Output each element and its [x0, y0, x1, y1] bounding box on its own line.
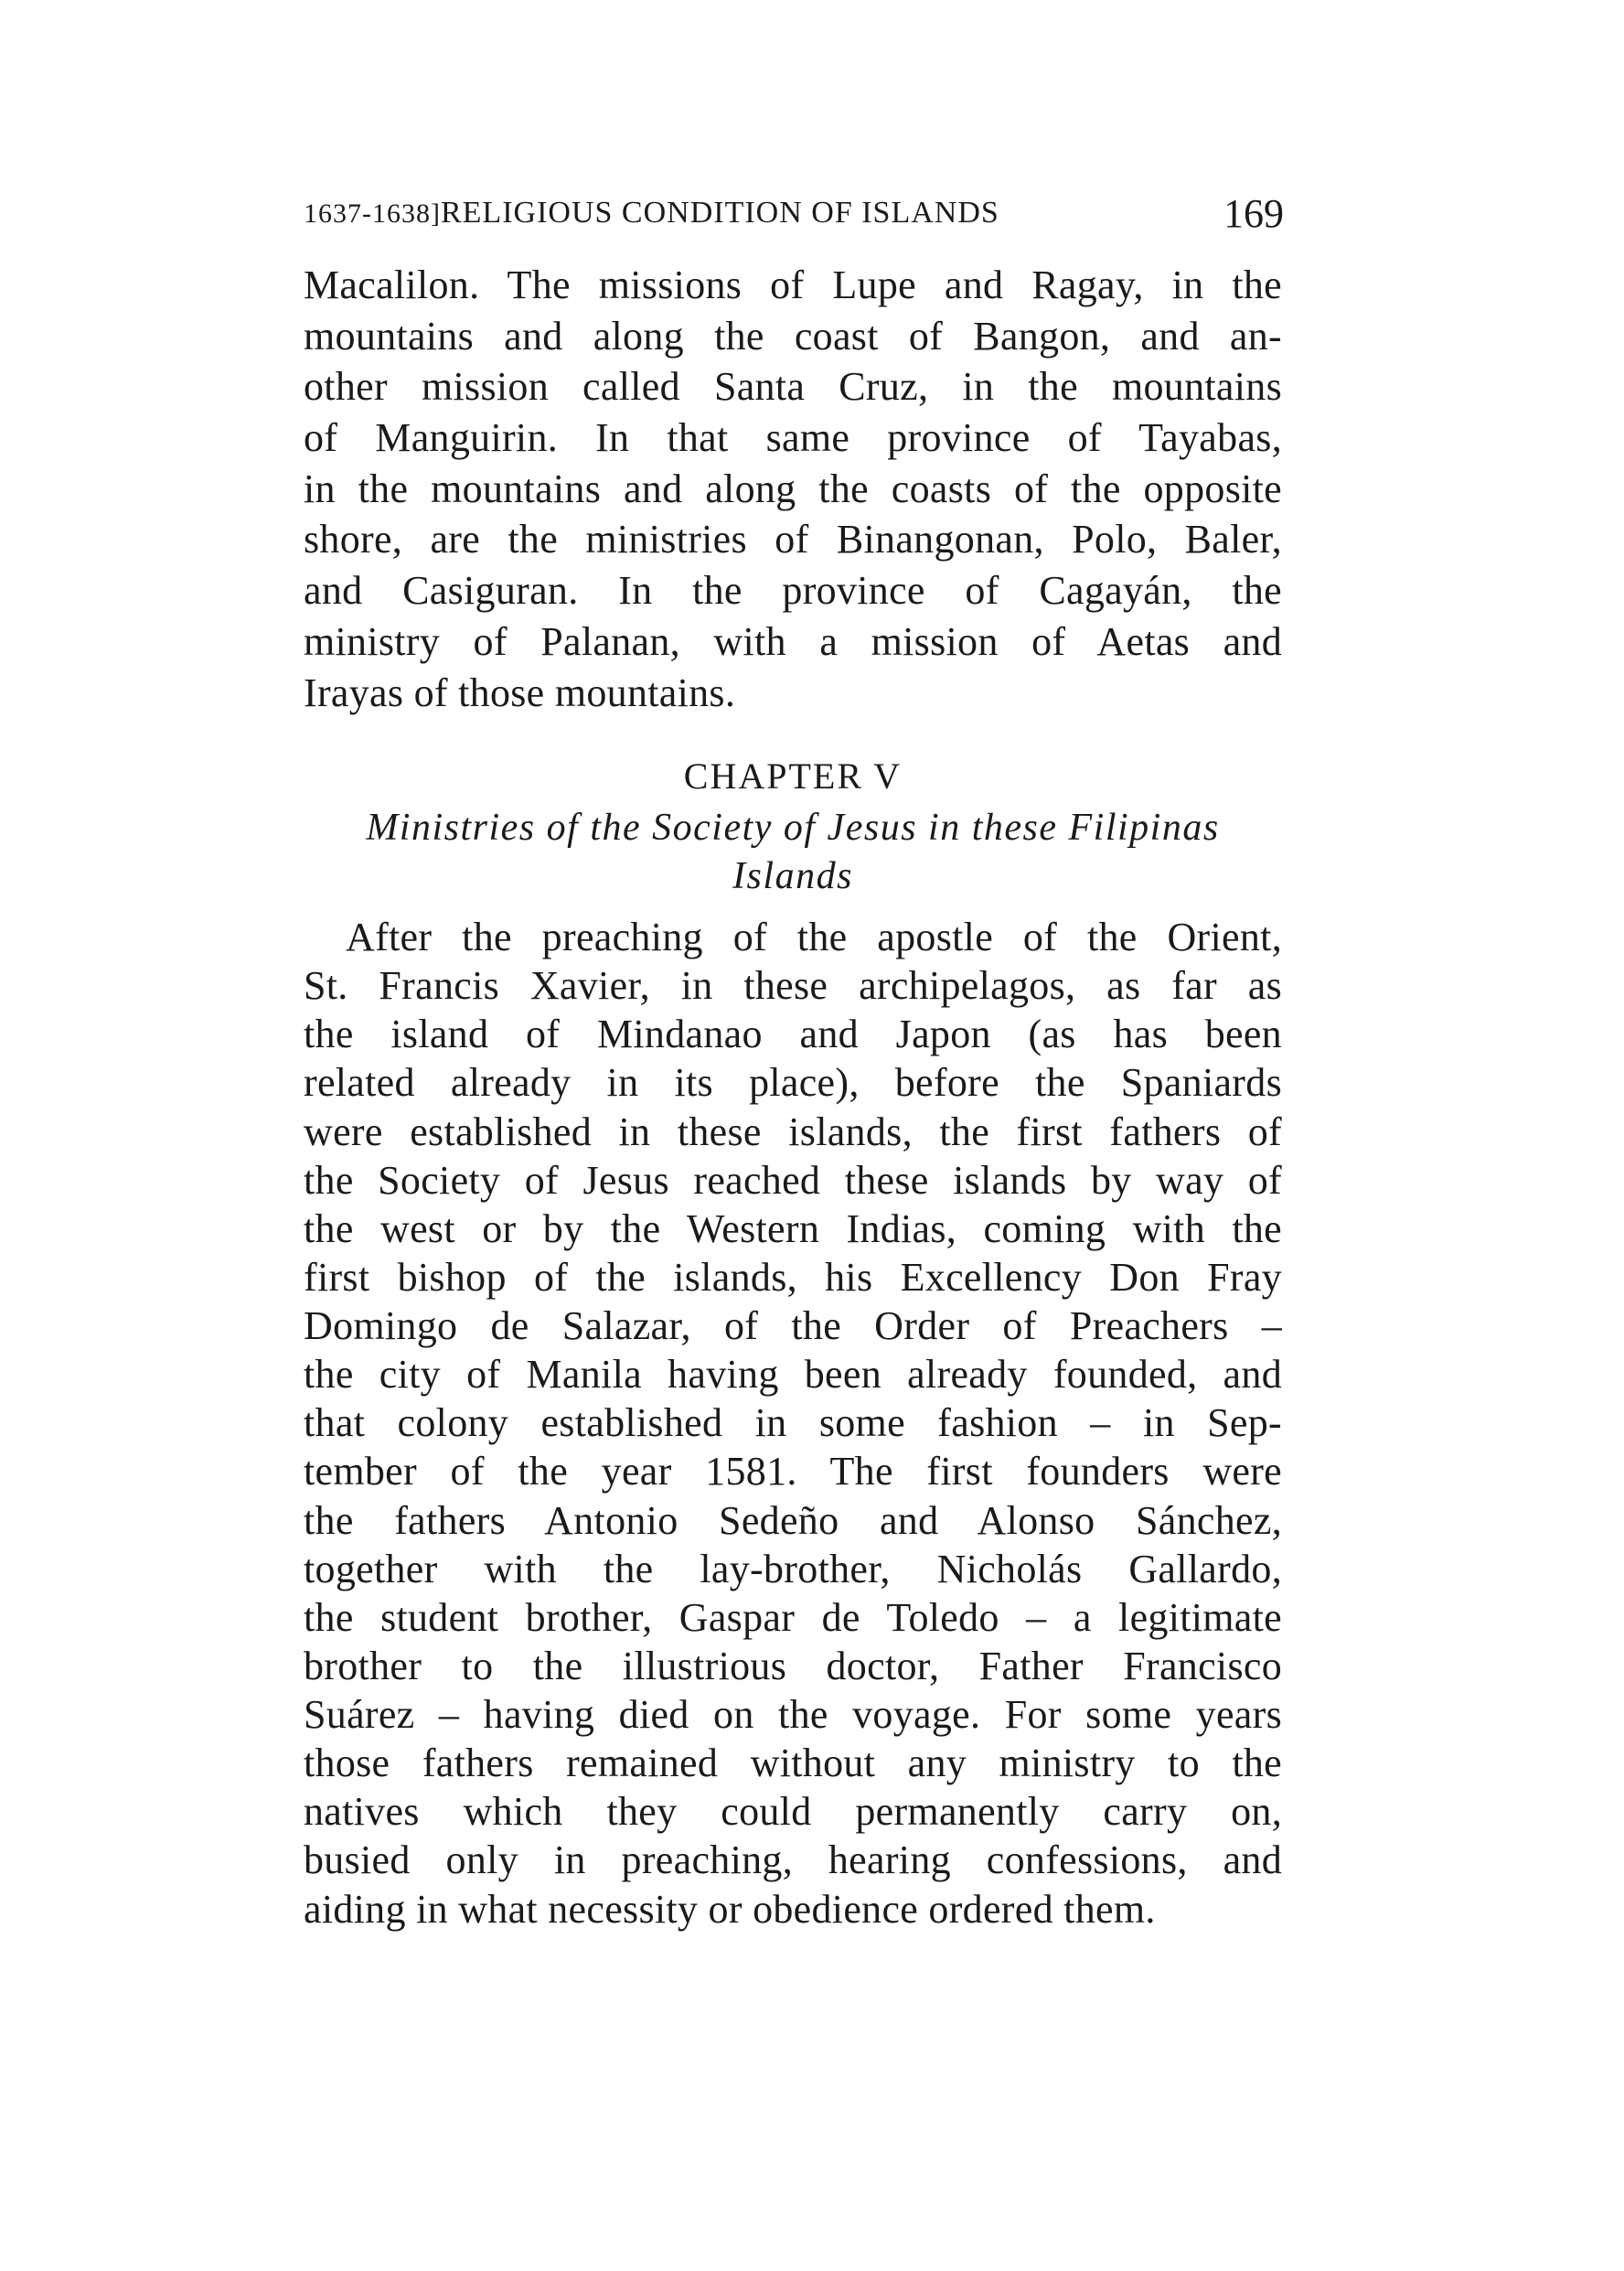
text-line: tember of the year 1581. The first founders were: [304, 1449, 1282, 1494]
chapter-title-line-2: Islands: [732, 855, 853, 897]
text-line: Suárez – having died on the voyage. For some years: [304, 1692, 1282, 1738]
text-line: the city of Manila having been already founded, and: [304, 1352, 1282, 1398]
text-line: natives which they could permanently carry on,: [304, 1789, 1282, 1835]
text-line: first bishop of the islands, his Excellency Don Fray: [304, 1254, 1282, 1300]
text-line: shore, are the ministries of Binangonan, Polo, Baler,: [304, 517, 1282, 562]
header-years: 1637-1638]: [304, 198, 441, 229]
text-line: Domingo de Salazar, of the Order of Preachers –: [304, 1303, 1282, 1349]
text-line: ministry of Palanan, with a mission of Aetas and: [304, 618, 1282, 664]
text-line: St. Francis Xavier, in these archipelagos, as far as: [304, 963, 1282, 1009]
text-line: and Casiguran. In the province of Cagayán, the: [304, 568, 1282, 614]
text-line: the student brother, Gaspar de Toledo – a legitimate: [304, 1594, 1282, 1640]
page-number: 169: [1223, 191, 1284, 236]
text-line: were established in these islands, the first fathers of: [304, 1109, 1282, 1154]
text-line: those fathers remained without any ministry to the: [304, 1741, 1282, 1786]
text-line: in the mountains and along the coasts of the opposite: [304, 466, 1282, 511]
text-line: Irayas of those mountains.: [304, 670, 736, 715]
text-line: mountains and along the coast of Bangon, and an-: [304, 313, 1282, 359]
text-line: related already in its place), before the Spaniards: [304, 1060, 1282, 1106]
text-line: the fathers Antonio Sedeño and Alonso Sánchez,: [304, 1497, 1282, 1543]
text-line: other mission called Santa Cruz, in the mountains: [304, 364, 1282, 410]
text-line: After the preaching of the apostle of the Orient,: [346, 915, 1282, 959]
text-line: aiding in what necessity or obedience ordered them.: [304, 1886, 1156, 1932]
text-line: the west or by the Western Indias, coming with the: [304, 1205, 1282, 1251]
text-line: brother to the illustrious doctor, Father Francisco: [304, 1643, 1282, 1688]
text-line: busied only in preaching, hearing confessions, and: [304, 1837, 1282, 1883]
text-line: together with the lay-brother, Nicholás Gallardo,: [304, 1546, 1282, 1591]
text-line: of Manguirin. In that same province of Tayabas,: [304, 415, 1282, 461]
chapter-title-line-1: Ministries of the Society of Jesus in these Filipinas: [366, 807, 1220, 849]
text-line: Macalilon. The missions of Lupe and Ragay, in the: [304, 262, 1282, 307]
chapter-heading: CHAPTER V: [683, 755, 903, 797]
text-line: that colony established in some fashion – in Sep-: [304, 1400, 1282, 1446]
header-title: RELIGIOUS CONDITION OF ISLANDS: [440, 196, 999, 230]
running-header: [304, 191, 1284, 241]
text-line: the island of Mindanao and Japon (as has been: [304, 1012, 1282, 1057]
text-line: the Society of Jesus reached these islands by way of: [304, 1157, 1282, 1203]
